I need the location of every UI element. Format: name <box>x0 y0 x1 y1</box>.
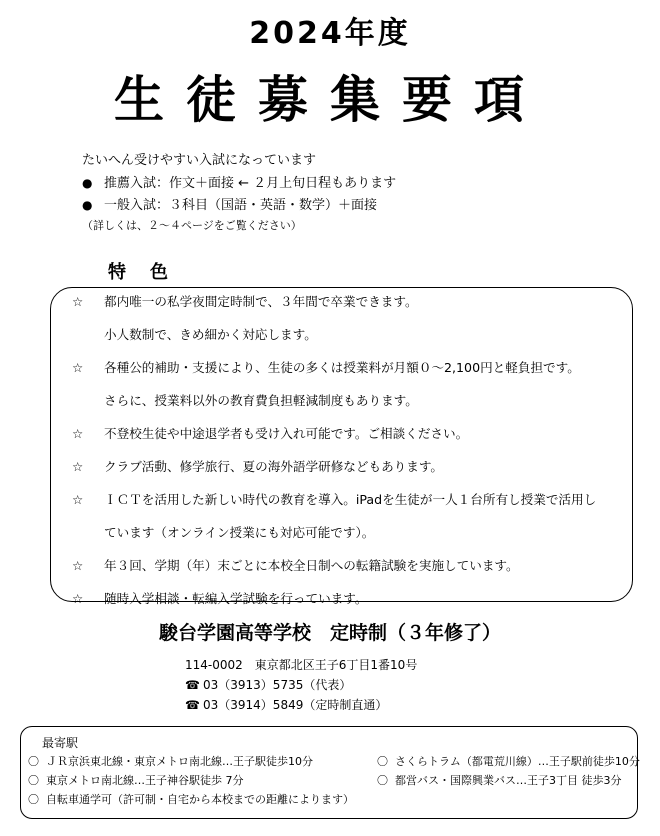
access-text: 東京メトロ南北線…王子神谷駅徒歩 7分 <box>46 774 244 787</box>
bullet-icon: ● <box>82 176 93 190</box>
access-list-left <box>28 752 354 809</box>
feature-item <box>72 587 596 620</box>
features-list <box>72 290 596 620</box>
access-text: ＪＲ京浜東北線・東京メトロ南北線…王子駅徒歩10分 <box>46 755 313 768</box>
circle-icon: 〇 <box>28 774 39 787</box>
phone-number: 03（3914）5849（定時制直通） <box>203 698 388 712</box>
access-item <box>28 771 354 790</box>
star-icon: ☆ <box>72 459 84 474</box>
access-text: さくらトラム（都電荒川線）…王子駅前徒歩10分 <box>395 755 640 768</box>
intro-note: （詳しくは、２～４ページをご覧ください） <box>82 219 302 232</box>
year-heading: 2024年度 <box>249 16 411 51</box>
feature-continuation: 小人数制で、きめ細かく対応します。 <box>104 327 317 342</box>
features-heading: 特色 <box>108 262 192 283</box>
feature-item <box>72 290 596 323</box>
intro-item <box>82 194 396 216</box>
circle-icon: 〇 <box>28 793 39 806</box>
phone-direct <box>185 695 417 715</box>
feature-text: 都内唯一の私学夜間定時制で、３年間で卒業できます。 <box>104 294 418 309</box>
bullet-icon: ● <box>82 198 93 212</box>
intro-section <box>82 150 396 236</box>
feature-item <box>72 356 596 389</box>
phone-icon: ☎ <box>185 698 200 712</box>
access-text: 自転車通学可（許可制・自宅から本校までの距離によります） <box>46 793 354 806</box>
page-title: 生徒募集要項 <box>114 71 546 129</box>
feature-text: 年３回、学期（年）末ごとに本校全日制への転籍試験を実施しています。 <box>104 558 519 573</box>
access-item <box>28 752 354 771</box>
circle-icon: 〇 <box>28 755 39 768</box>
intro-lead: たいへん受けやすい入試になっています <box>82 153 317 168</box>
intro-item <box>82 172 396 194</box>
phone-number: 03（3913）5735（代表） <box>203 678 352 692</box>
access-heading: 最寄駅 <box>42 736 79 750</box>
school-name: 駿台学園高等学校 定時制（３年修了） <box>158 622 501 644</box>
feature-text: 各種公的補助・支援により、生徒の多くは授業料が月額０～2,100円と軽負担です。 <box>104 360 580 375</box>
intro-item-text: 推薦入試：作文＋面接 ← ２月上旬日程もあります <box>104 176 397 191</box>
star-icon: ☆ <box>72 492 84 507</box>
star-icon: ☆ <box>72 360 84 375</box>
feature-text: 随時入学相談・転編入学試験を行っています。 <box>104 591 368 606</box>
feature-item <box>72 455 596 488</box>
phone-icon: ☎ <box>185 678 200 692</box>
access-list-right <box>377 752 640 790</box>
feature-text: クラブ活動、修学旅行、夏の海外語学研修などもあります。 <box>104 459 444 474</box>
star-icon: ☆ <box>72 558 84 573</box>
feature-continuation: ています（オンライン授業にも対応可能です）。 <box>104 525 375 540</box>
star-icon: ☆ <box>72 426 84 441</box>
access-text: 都営バス・国際興業バス…王子3丁目 徒歩3分 <box>395 774 622 787</box>
feature-text: 不登校生徒や中途退学者も受け入れ可能です。ご相談ください。 <box>104 426 469 441</box>
feature-continuation: さらに、授業料以外の教育費負担軽減制度もあります。 <box>104 393 418 408</box>
access-item <box>377 771 640 790</box>
intro-item-text: 一般入試：３科目（国語・英語・数学）＋面接 <box>104 198 378 213</box>
access-item <box>28 790 354 809</box>
access-item <box>377 752 640 771</box>
feature-text: ＩＣＴを活用した新しい時代の教育を導入。iPadを生徒が一人１台所有し授業で活用し <box>104 492 597 507</box>
feature-item <box>72 554 596 587</box>
circle-icon: 〇 <box>377 774 388 787</box>
star-icon: ☆ <box>72 294 84 309</box>
circle-icon: 〇 <box>377 755 388 768</box>
feature-item <box>72 422 596 455</box>
phone-main <box>185 675 417 695</box>
contact-info <box>185 655 417 715</box>
address: 114-0002 東京都北区王子6丁目1番10号 <box>185 658 418 672</box>
star-icon: ☆ <box>72 591 84 606</box>
feature-item <box>72 488 596 521</box>
